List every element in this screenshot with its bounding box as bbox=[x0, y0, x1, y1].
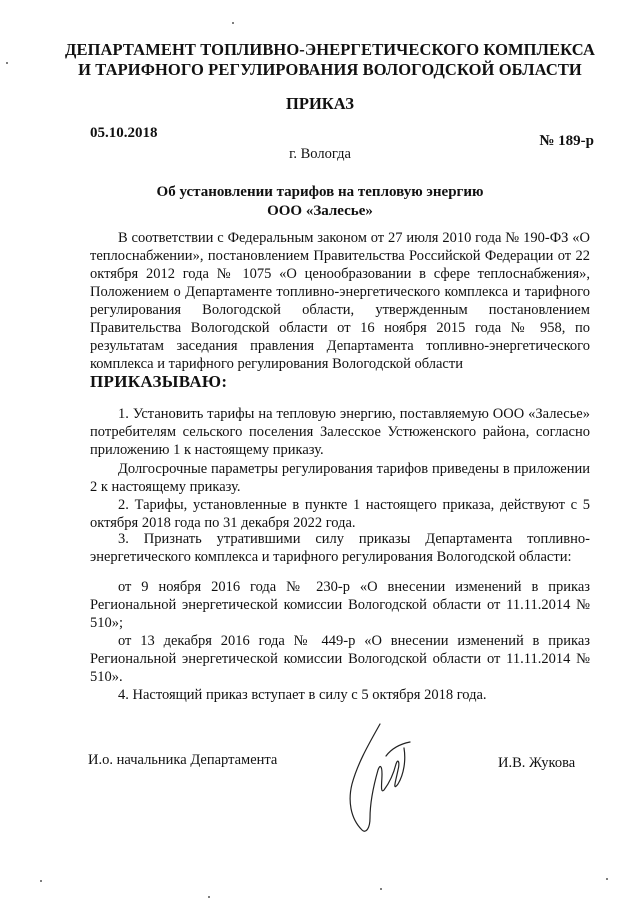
order-number: № 189-р bbox=[539, 133, 594, 149]
department-name-line-1: ДЕПАРТАМЕНТ ТОПЛИВНО-ЭНЕРГЕТИЧЕСКОГО КОМПЛЕКСА bbox=[65, 40, 595, 59]
order-subject-line-1: Об установлении тарифов на тепловую энергию bbox=[156, 184, 484, 200]
item-3b-paragraph: от 13 декабря 2016 года № 449-р «О внесении изменений в приказ Региональной энергетической комиссии Вологодской области от 11.11.2014 № 510». bbox=[90, 633, 590, 685]
scan-speck bbox=[606, 878, 608, 880]
scan-speck bbox=[380, 888, 382, 890]
order-subject-line-2: ООО «Залесье» bbox=[267, 203, 373, 219]
scan-speck bbox=[232, 22, 234, 24]
item-4-paragraph: 4. Настоящий приказ вступает в силу с 5 октября 2018 года. bbox=[118, 687, 487, 703]
signatory-role: И.о. начальника Департамента bbox=[88, 752, 278, 768]
item-3-paragraph: 3. Признать утратившими силу приказы Департамента топливно-энергетического комплекса и тарифного регулирования Вологодской области: bbox=[90, 531, 590, 565]
document-type-title: ПРИКАЗ bbox=[286, 94, 354, 113]
decree-word: ПРИКАЗЫВАЮ: bbox=[90, 372, 228, 391]
preamble-paragraph: В соответствии с Федеральным законом от 27 июля 2010 года № 190-ФЗ «О теплоснабжении», постановлением Правительства Российской Федерации от 22 октября 2012 года № 1075 «О ценообразовании в сфере теплоснабжения», Положением о Департаменте топливно-энергетического комплекса и тарифного регулирования Вологодской области, утвержденным постановлением Правительства Вологодской области от 16 ноября 2015 года № 958, по результатам заседания правления Департамента топливно-энергетического комплекса и тарифного регулирования Вологодской области bbox=[90, 230, 590, 372]
department-name-line-2: И ТАРИФНОГО РЕГУЛИРОВАНИЯ ВОЛОГОДСКОЙ ОБЛАСТИ bbox=[78, 60, 582, 79]
scan-speck bbox=[6, 62, 8, 64]
order-date: 05.10.2018 bbox=[90, 125, 158, 141]
handwritten-signature bbox=[340, 718, 420, 836]
item-2-paragraph: 2. Тарифы, установленные в пункте 1 настоящего приказа, действуют с 5 октября 2018 года по 31 декабря 2022 года. bbox=[90, 497, 590, 531]
scan-speck bbox=[208, 896, 210, 898]
scan-speck bbox=[40, 880, 42, 882]
item-1-note-paragraph: Долгосрочные параметры регулирования тарифов приведены в приложении 2 к настоящему приказу. bbox=[90, 461, 590, 495]
item-3a-paragraph: от 9 ноября 2016 года № 230-р «О внесении изменений в приказ Региональной энергетической комиссии Вологодской области от 11.11.2014 № 510»; bbox=[90, 579, 590, 631]
signatory-name: И.В. Жукова bbox=[498, 755, 576, 771]
city-name: г. Вологда bbox=[289, 146, 351, 162]
item-1-paragraph: 1. Установить тарифы на тепловую энергию, поставляемую ООО «Залесье» потребителям сельского поселения Залесское Устюженского района, согласно приложению 1 к настоящему приказу. bbox=[90, 406, 590, 458]
